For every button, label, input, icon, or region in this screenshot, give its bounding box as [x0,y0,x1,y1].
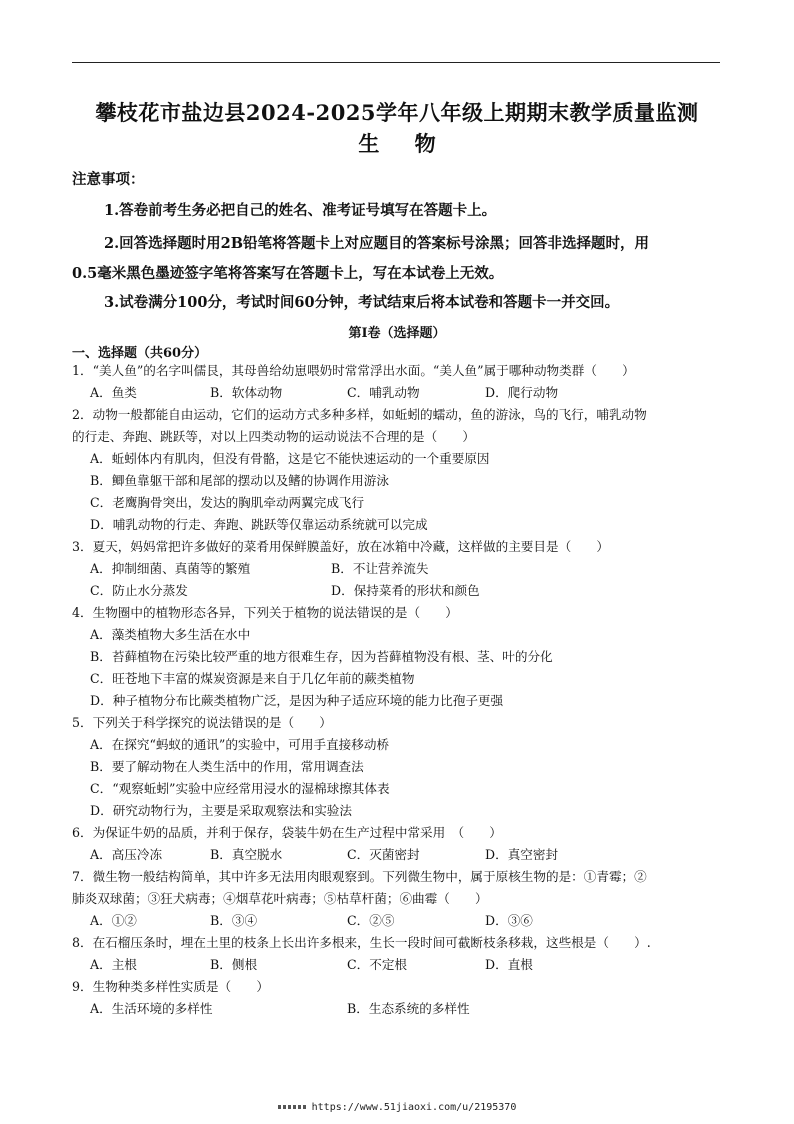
option-b: B．不让营养流失 [331,561,429,576]
question-stem-cont: 的行走、奔跑、跳跃等，对以上四类动物的运动说法不合理的是（ ） [72,429,475,444]
question-stem: 7．微生物一般结构简单，其中许多无法用肉眼观察到。下列微生物中，属于原核生物的是：①青霉；② [72,869,647,884]
notes-line: 3.试卷满分100分，考试时间60分钟，考试结束后将本试卷和答题卡一并交回。 [104,294,620,311]
option-d: D．③⑥ [485,913,533,928]
option-c: C．哺乳动物 [347,385,420,400]
option-c: C．旺苍地下丰富的煤炭资源是来自于几亿年前的蕨类植物 [90,671,415,686]
notes-heading: 注意事项： [72,171,145,188]
option-c: C．②⑤ [347,913,395,928]
option-c: C．“观察蚯蚓”实验中应经常用浸水的湿棉球擦其体表 [90,781,390,796]
question-stem: 3．夏天，妈妈常把许多做好的菜肴用保鲜膜盖好，放在冰箱中冷藏，这样做的主要目是（ ） [72,539,609,554]
option-c: C．灭菌密封 [347,847,420,862]
option-a: A．在探究“蚂蚁的通讯”的实验中，可用手直接移动桥 [90,737,390,752]
option-d: D．研究动物行为，主要是采取观察法和实验法 [90,803,352,818]
option-a: A．主根 [90,957,137,972]
notes-line: 1.答卷前考生务必把自己的姓名、准考证号填写在答题卡上。 [104,202,497,219]
question-stem: 8．在石榴压条时，埋在土里的枝条上长出许多根来，生长一段时间可截断枝条移栽，这些根是（ ）. [72,935,651,950]
option-c: C．不定根 [347,957,408,972]
option-a: A．①② [90,913,137,928]
footer-url[interactable]: https://www.51jiaoxi.com/u/2195370 [311,1102,517,1113]
question-stem: 4．生物圈中的植物形态各异，下列关于植物的说法错误的是（ ） [72,605,458,620]
option-d: D．哺乳动物的行走、奔跑、跳跃等仅靠运动系统就可以完成 [90,517,428,532]
option-d: D．真空密封 [485,847,559,862]
question-stem: 2．动物一般都能自由运动，它们的运动方式多种多样，如蚯蚓的蠕动，鱼的游泳，鸟的飞行，哺乳动物 [72,407,647,422]
option-d: D．种子植物分布比蕨类植物广泛，是因为种子适应环境的能力比孢子更强 [90,693,504,708]
question-stem: 1．“美人鱼”的名字叫儒艮，其母兽给幼崽喂奶时常常浮出水面。“美人鱼”属于哪种动物类群（ ） [72,363,635,378]
option-a: A．高压冷冻 [90,847,163,862]
option-b: B．③④ [210,913,258,928]
option-b: B．鲫鱼靠躯干部和尾部的摆动以及鳍的协调作用游泳 [90,473,389,488]
exam-title: 攀枝花市盐边县2024-2025学年八年级上期期末教学质量监测 [95,100,699,125]
question-stem-cont: 肺炎双球菌；③狂犬病毒；④烟草花叶病毒；⑤枯草杆菌；⑥曲霉（ ） [72,891,488,906]
notes-line: 0.5毫米黑色墨迹签字笔将答案写在答题卡上，写在本试卷上无效。 [72,265,504,282]
question-stem: 9．生物种类多样性实质是（ ） [72,979,269,994]
option-a: A．鱼类 [90,385,137,400]
option-b: B．侧根 [210,957,258,972]
option-c: C．防止水分蒸发 [90,583,188,598]
option-d: D．爬行动物 [485,385,559,400]
notes-line: 2.回答选择题时用2B铅笔将答题卡上对应题目的答案标号涂黑；回答非选择题时，用 [104,235,649,252]
footer [0,1102,794,1113]
watermark-logo-icon [278,1105,308,1109]
option-b: B．要了解动物在人类生活中的作用，常用调查法 [90,759,364,774]
option-a: A．蚯蚓体内有肌肉，但没有骨骼，这是它不能快速运动的一个重要原因 [90,451,490,466]
subject-title: 生 物 [358,131,450,156]
option-d: D．直根 [485,957,533,972]
option-b: B．真空脱水 [210,847,283,862]
top-rule [72,62,720,63]
question-stem: 5．下列关于科学探究的说法错误的是（ ） [72,715,332,730]
option-a: A．藻类植物大多生活在水中 [90,627,251,642]
option-a: A．抑制细菌、真菌等的繁殖 [90,561,251,576]
option-d: D．保持菜肴的形状和颜色 [331,583,480,598]
section-title: 一、选择题（共60分） [72,346,208,361]
option-a: A．生活环境的多样性 [90,1001,213,1016]
option-b: B．软体动物 [210,385,283,400]
option-c: C．老鹰胸骨突出，发达的胸肌牵动两翼完成飞行 [90,495,365,510]
option-b: B．苔藓植物在污染比较严重的地方很难生存，因为苔藓植物没有根、茎、叶的分化 [90,649,553,664]
option-b: B．生态系统的多样性 [347,1001,470,1016]
question-stem: 6．为保证牛奶的品质，并利于保存，袋装牛奶在生产过程中常采用 （ ） [72,825,502,840]
part-title: 第Ⅰ卷（选择题） [348,326,446,341]
